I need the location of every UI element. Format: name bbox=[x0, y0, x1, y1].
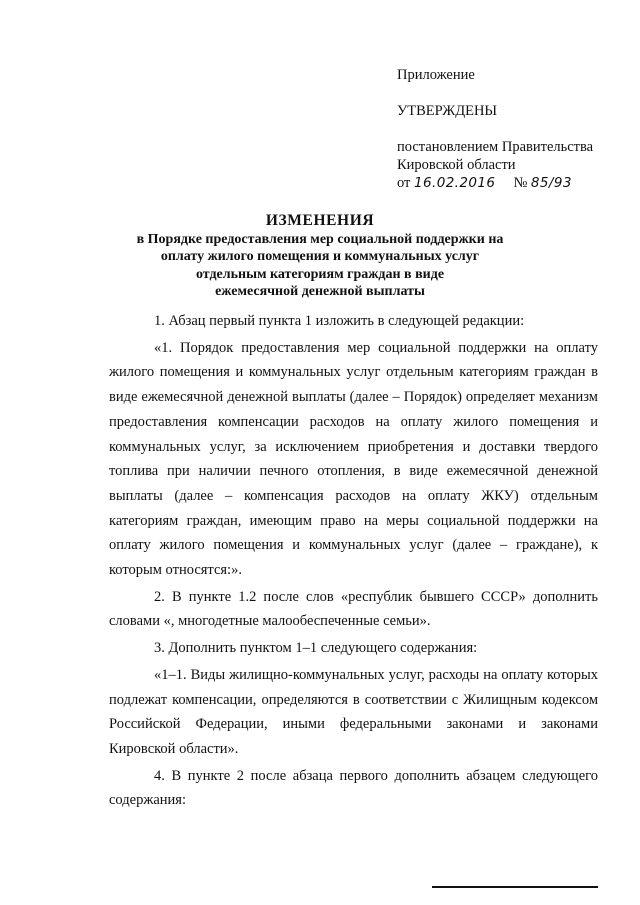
footer-signature-line bbox=[432, 886, 598, 888]
paragraph-4: 3. Дополнить пунктом 1–1 следующего содержания: bbox=[154, 640, 478, 657]
approval-block bbox=[397, 66, 612, 192]
date-number-line bbox=[397, 174, 612, 192]
paragraph-1: 1. Абзац первый пункта 1 изложить в следующей редакции: bbox=[154, 313, 525, 329]
handwritten-number: 85/93 bbox=[530, 175, 572, 191]
paragraph-6: 4. В пункте 2 после абзаца первого дополнить абзацем следующего содержания: bbox=[109, 767, 598, 809]
handwritten-date: 16.02.2016 bbox=[414, 175, 496, 191]
appendix-label: Приложение bbox=[397, 67, 475, 83]
paragraph-3: 2. В пункте 1.2 после слов «республик бывшего СССР» дополнить словами «, многодетные малообеспеченные семьи». bbox=[109, 588, 598, 630]
paragraph-2: «1. Порядок предоставления мер социальной поддержки на оплату жилого помещения и коммунальных услуг отдельным категориям граждан в виде ежемесячной денежной выплаты (далее – Порядок) определяет механизм предоставления компенсации расходов на оплату жилого помещения и коммунальных услуг, за исключением приобретения и доставки твердого топлива при наличии печного отопления, в виде ежемесячной денежной выплаты (далее – компенсация расходов на оплату ЖКУ) отдельным категориям граждан, имеющим право на меры социальной поддержки на оплату жилого помещения и коммунальных услуг (далее – граждане), к которым относятся:». bbox=[109, 339, 598, 579]
paragraph-5: «1–1. Виды жилищно-коммунальных услуг, расходы на оплату которых подлежат компенсации, определяются в соответствии с Жилищным кодексом Российской Федерации, иными федеральными законами и законами Кировской области». bbox=[109, 666, 598, 757]
date-prefix: от bbox=[397, 175, 411, 191]
region-label: Кировской области bbox=[397, 157, 516, 173]
subtitle-line-4: ежемесячной денежной выплаты bbox=[215, 283, 425, 299]
subtitle-line-2: оплату жилого помещения и коммунальных услуг bbox=[160, 249, 480, 265]
document-title: ИЗМЕНЕНИЯ bbox=[265, 212, 375, 229]
number-sign: № bbox=[513, 175, 528, 191]
subtitle-line-1: в Порядке предоставления мер социальной поддержки на bbox=[136, 232, 504, 247]
resolution-label: постановлением Правительства bbox=[397, 139, 594, 155]
approved-label: УТВЕРЖДЕНЫ bbox=[397, 103, 498, 119]
document-body bbox=[109, 309, 598, 815]
document-subtitle bbox=[0, 231, 640, 300]
subtitle-line-3: отдельным категориям граждан в виде bbox=[195, 266, 445, 282]
